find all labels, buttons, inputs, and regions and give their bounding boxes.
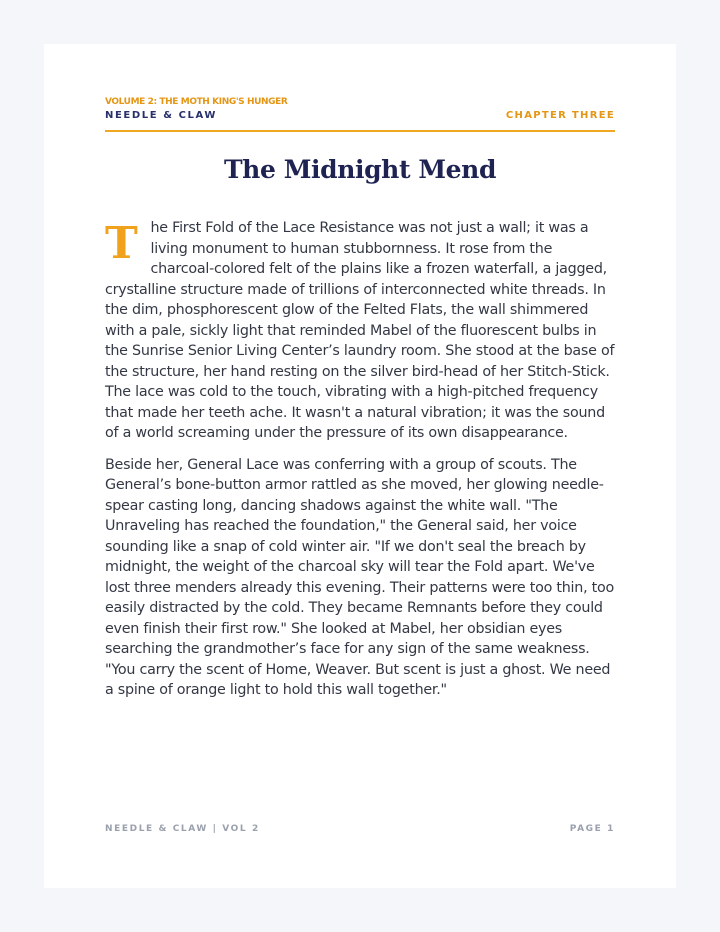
paragraph-1 xyxy=(105,218,615,444)
chapter-title: The Midnight Mend xyxy=(223,155,497,184)
footer-series-volume: NEEDLE & CLAW | VOL 2 xyxy=(105,824,260,834)
book-page xyxy=(44,44,676,888)
chapter-body xyxy=(105,218,615,712)
header-divider xyxy=(105,130,615,132)
chapter-label: CHAPTER THREE xyxy=(505,110,615,121)
paragraph-2: Beside her, General Lace was conferring with a group of scouts. The General’s bone-button armor rattled as she moved, her glowing needle-spear casting long, dancing shadows against the white wall. "The Unraveling has reached the foundation," the General said, her voice sounding like a snap of cold winter air. "If we don't seal the breach by midnight, the weight of the charcoal sky will tear the Fold apart. We've lost three menders already this evening. Their patterns were too thin, too easily distracted by the cold. They became Remnants before they could even finish their first row." She looked at Mabel, her obsidian eyes searching the grandmother’s face for any sign of the same weakness. "You carry the scent of Home, Weaver. But scent is just a ghost. We need a spine of orange light to hold this wall together." xyxy=(105,456,615,698)
paragraph-1-text: he First Fold of the Lace Resistance was not just a wall; it was a living monument to human stubbornness. It rose from the charcoal-colored felt of the plains like a frozen waterfall, a jagged, crystalline structure made of trillions of interconnected white threads. In the dim, phosphorescent glow of the Felted Flats, the wall shimmered with a pale, sickly light that reminded Mabel of the fluorescent bulbs in the Sunrise Senior Living Center’s laundry room. She stood at the base of the structure, her hand resting on the silver bird-head of her Stitch-Stick. The lace was cold to the touch, vibrating with a high-pitched frequency that made her teeth ache. It wasn't a natural vibration; it was the sound of a world screaming under the pressure of its own disappearance. xyxy=(105,220,615,441)
page-number: PAGE 1 xyxy=(569,824,615,834)
drop-cap: T xyxy=(105,218,138,269)
series-title: NEEDLE & CLAW xyxy=(105,110,218,121)
volume-label: VOLUME 2: THE MOTH KING'S HUNGER xyxy=(105,97,288,107)
